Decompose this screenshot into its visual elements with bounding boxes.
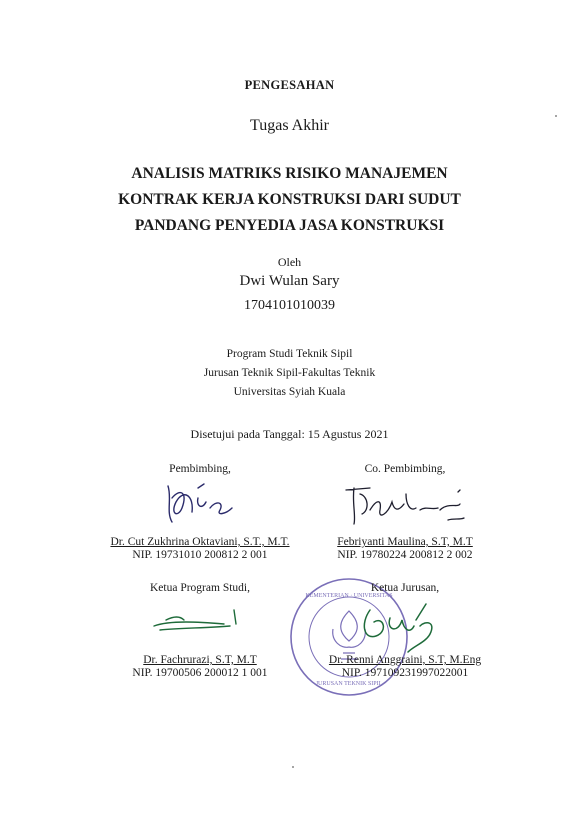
supervisor-nip: NIP. 19731010 200812 2 001: [132, 549, 268, 561]
program-head-name: Dr. Fachrurazi, S.T, M.T: [143, 654, 257, 666]
scan-speck: [555, 115, 557, 117]
co-supervisor-block: [320, 536, 490, 562]
program-head-label: Ketua Program Studi,: [150, 582, 250, 594]
program-head-signature: [150, 606, 242, 636]
author-name: Dwi Wulan Sary: [239, 273, 340, 289]
program-head-nip: NIP. 19700506 200012 1 001: [132, 667, 268, 679]
thesis-title-line: KONTRAK KERJA KONSTRUKSI DARI SUDUT: [118, 191, 461, 208]
approval-date: Disetujui pada Tanggal: 15 Agustus 2021: [190, 427, 389, 441]
svg-text:KEMENTERIAN · UNIVERSITAS: KEMENTERIAN · UNIVERSITAS: [305, 593, 393, 599]
department-head-label: Ketua Jurusan,: [370, 582, 440, 594]
supervisor-label: Pembimbing,: [169, 463, 231, 475]
department-head-signature: [350, 600, 446, 656]
supervisor-signature: [158, 478, 238, 526]
document-type: Tugas Akhir: [250, 117, 329, 134]
thesis-title: [0, 161, 579, 239]
department-head-nip: NIP. 197109231997022001: [341, 667, 469, 679]
program-line: Universitas Syiah Kuala: [233, 386, 346, 398]
co-supervisor-label: Co. Pembimbing,: [364, 463, 446, 475]
supervisor-name: Dr. Cut Zukhrina Oktaviani, S.T., M.T.: [110, 536, 290, 548]
approval-heading: PENGESAHAN: [244, 78, 335, 92]
program-info: [0, 345, 579, 402]
program-line: Jurusan Teknik Sipil-Fakultas Teknik: [203, 367, 376, 379]
co-supervisor-nip: NIP. 19780224 200812 2 002: [337, 549, 473, 561]
supervisor-block: [100, 536, 300, 562]
department-head-block: [320, 654, 490, 680]
thesis-title-line: ANALISIS MATRIKS RISIKO MANAJEMEN: [131, 165, 448, 182]
co-supervisor-name: Febriyanti Maulina, S.T, M.T: [337, 536, 473, 548]
department-head-name: Dr. Renni Anggraini, S.T, M.Eng: [328, 654, 482, 666]
by-label: Oleh: [277, 255, 302, 269]
author-id: 1704101010039: [244, 298, 335, 313]
thesis-title-line: PANDANG PENYEDIA JASA KONSTRUKSI: [134, 217, 445, 234]
program-head-block: [100, 654, 300, 680]
co-supervisor-signature: [340, 480, 470, 530]
scan-speck: [292, 766, 294, 768]
program-line: Program Studi Teknik Sipil: [226, 348, 353, 360]
svg-text:JURUSAN TEKNIK SIPIL: JURUSAN TEKNIK SIPIL: [315, 681, 383, 687]
